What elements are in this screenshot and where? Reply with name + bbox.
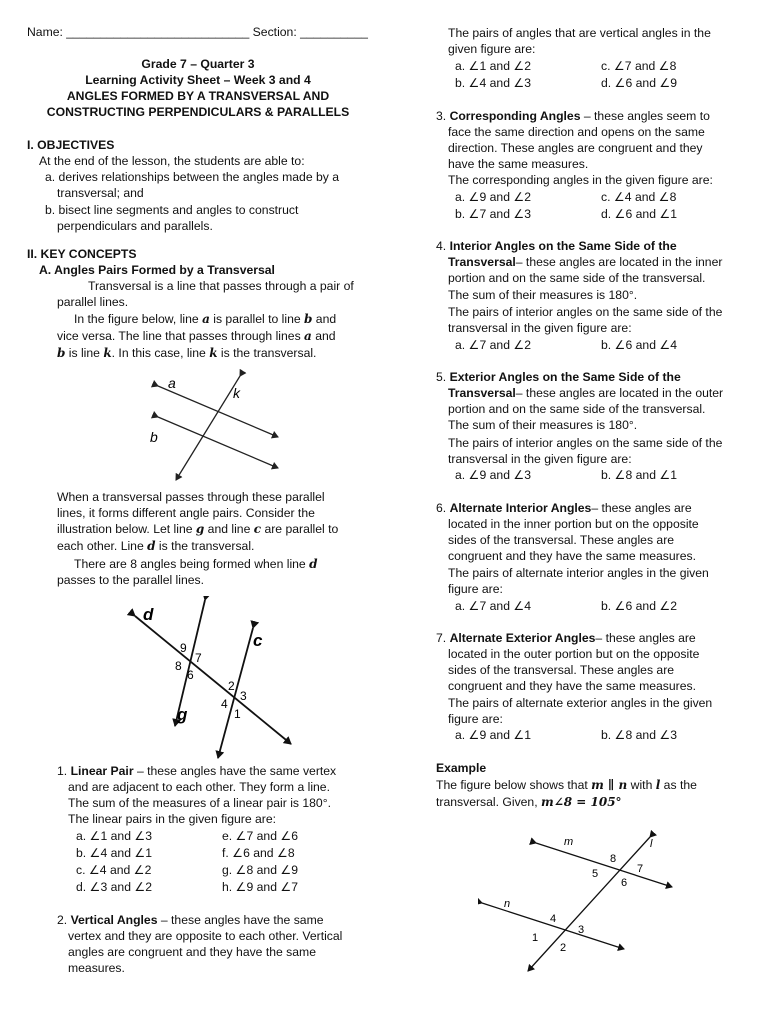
alt-interior-pair-a: a. ∠7 and ∠4 xyxy=(455,599,532,613)
angle-pairs-subheading: A. Angles Pairs Formed by a Transversal xyxy=(39,263,275,277)
line-c xyxy=(218,628,253,758)
title-topic-1: ANGLES FORMED BY A TRANSVERSAL AND xyxy=(66,89,330,103)
label-g: g xyxy=(177,705,188,724)
figure-desc-line2: vice versa. The line that passes through lines a and xyxy=(57,329,336,343)
interior-same-pair-a: a. ∠7 and ∠2 xyxy=(455,338,532,352)
label-m: m xyxy=(564,836,574,848)
eight-angles-line1: There are 8 angles being formed when line d xyxy=(74,557,318,571)
line-l xyxy=(528,837,650,971)
alt-interior-line3: sides of the transversal. These angles are xyxy=(448,533,675,547)
label-k: k xyxy=(233,385,240,401)
linear-pair-h: h. ∠9 and ∠7 xyxy=(222,880,299,894)
corresponding-line4: have the same measures. xyxy=(448,157,589,171)
linear-pair-line3: The sum of the measures of a linear pair is 180°. xyxy=(68,796,331,810)
vertical-angles-right-line1: The pairs of angles that are vertical angles in the xyxy=(448,26,711,40)
line-d xyxy=(135,616,291,744)
corresponding-pair-b: b. ∠7 and ∠3 xyxy=(455,207,532,221)
exterior-same-line5: The pairs of interior angles on the same side of the xyxy=(448,436,723,450)
alt-interior-pair-b: b. ∠6 and ∠2 xyxy=(601,599,678,613)
alt-exterior-line5: The pairs of alternate exterior angles in the given xyxy=(448,696,713,710)
alt-interior-line5: The pairs of alternate interior angles in the given xyxy=(448,566,709,580)
label-d: d xyxy=(143,605,154,624)
vertical-angles-right-line2: given figure are: xyxy=(448,42,536,56)
objectives-heading: I. OBJECTIVES xyxy=(27,138,115,152)
exterior-same-line2: Transversal– these angles are located in the outer xyxy=(448,386,724,400)
angle-label-2: 2 xyxy=(228,679,235,693)
vertical-pair-b: b. ∠4 and ∠3 xyxy=(455,76,532,90)
exterior-same-line4: The sum of their measures is 180°. xyxy=(448,418,638,432)
angle-label-2: 2 xyxy=(560,942,567,954)
title-topic-2: CONSTRUCTING PERPENDICULARS & PARALLELS xyxy=(46,105,350,119)
alt-exterior-line3: sides of the transversal. These angles are xyxy=(448,663,675,677)
key-concepts-heading: II. KEY CONCEPTS xyxy=(27,247,137,261)
name-section-field: Name: ___________________________ Section: __________ xyxy=(27,25,368,39)
linear-pair-e: e. ∠7 and ∠6 xyxy=(222,829,299,843)
label-c: c xyxy=(253,631,263,650)
angle-label-8: 8 xyxy=(610,853,617,865)
interior-same-line3: portion and on the same side of the transversal. xyxy=(448,271,706,285)
vertical-angles-line1: 2. Vertical Angles – these angles have the same xyxy=(57,913,324,927)
objective-b-line2: perpendiculars and parallels. xyxy=(57,219,213,233)
figure-transversal-k xyxy=(140,364,300,484)
eight-angles-line2: passes to the parallel lines. xyxy=(57,573,205,587)
angle-label-6: 6 xyxy=(621,877,628,889)
angle-label-5: 5 xyxy=(592,868,599,880)
angle-pairs-intro-line3: illustration below. Let line g and line c are parallel to xyxy=(57,522,339,536)
figure-desc-line3: b is line k. In this case, line k is the transversal. xyxy=(57,346,317,360)
alt-interior-line2: located in the inner portion but on the opposite xyxy=(448,517,699,531)
vertical-angles-line4: measures. xyxy=(68,961,125,975)
transversal-def-line1: Transversal is a line that passes through a pair of xyxy=(88,279,354,293)
label-n: n xyxy=(504,898,511,910)
line-b xyxy=(158,417,278,468)
linear-pair-f: f. ∠6 and ∠8 xyxy=(222,846,295,860)
linear-pair-g: g. ∠8 and ∠9 xyxy=(222,863,299,877)
interior-same-line1: 4. Interior Angles on the Same Side of the xyxy=(436,239,677,253)
corresponding-line2: face the same direction and opens on the same xyxy=(448,125,705,139)
angle-label-4: 4 xyxy=(221,697,228,711)
interior-same-line5: The pairs of interior angles on the same side of the xyxy=(448,305,723,319)
vertical-angles-line2: vertex and they are opposite to each other. Vertical xyxy=(68,929,343,943)
linear-pair-b: b. ∠4 and ∠1 xyxy=(76,846,153,860)
vertical-pair-c: c. ∠7 and ∠8 xyxy=(601,59,677,73)
angle-pairs-intro-line4: each other. Line d is the transversal. xyxy=(57,539,255,553)
interior-same-pair-b: b. ∠6 and ∠4 xyxy=(601,338,678,352)
alt-exterior-line4: congruent and they have the same measures. xyxy=(448,679,696,693)
title-grade: Grade 7 – Quarter 3 xyxy=(141,57,255,71)
alt-interior-line4: congruent and they have the same measures. xyxy=(448,549,696,563)
angle-label-8: 8 xyxy=(175,659,182,673)
vertical-angles-line3: angles are congruent and they have the same xyxy=(68,945,316,959)
figure-example-mnl xyxy=(478,825,678,975)
angle-pairs-intro-line1: When a transversal passes through these parallel xyxy=(57,490,325,504)
objective-b-line1: b. bisect line segments and angles to construct xyxy=(45,203,299,217)
alt-interior-line1: 6. Alternate Interior Angles– these angles are xyxy=(436,501,692,515)
example-heading: Example xyxy=(436,761,487,775)
objective-a-line2: transversal; and xyxy=(57,186,144,200)
angle-label-9: 9 xyxy=(180,641,187,655)
figure-transversal-d xyxy=(125,596,300,762)
linear-pair-line4: The linear pairs in the given figure are: xyxy=(68,812,276,826)
corresponding-line1: 3. Corresponding Angles – these angles seem to xyxy=(436,109,710,123)
linear-pair-line2: and are adjacent to each other. They form a line. xyxy=(68,780,330,794)
angle-label-7: 7 xyxy=(195,651,202,665)
label-l: l xyxy=(650,838,653,850)
exterior-same-pair-a: a. ∠9 and ∠3 xyxy=(455,468,532,482)
corresponding-line5: The corresponding angles in the given figure are: xyxy=(448,173,713,187)
angle-label-1: 1 xyxy=(234,707,241,721)
alt-exterior-line1: 7. Alternate Exterior Angles– these angles are xyxy=(436,631,696,645)
alt-interior-line6: figure are: xyxy=(448,582,503,596)
example-line2: transversal. Given, m∠8 = 105° xyxy=(436,795,622,809)
alt-exterior-line2: located in the outer portion but on the opposite xyxy=(448,647,700,661)
interior-same-line6: transversal in the given figure are: xyxy=(448,321,632,335)
corresponding-pair-a: a. ∠9 and ∠2 xyxy=(455,190,532,204)
label-a: a xyxy=(168,375,176,391)
interior-same-line2: Transversal– these angles are located in the inner xyxy=(448,255,723,269)
linear-pair-line1: 1. Linear Pair – these angles have the same vertex xyxy=(57,764,337,778)
angle-label-3: 3 xyxy=(578,924,585,936)
vertical-pair-d: d. ∠6 and ∠9 xyxy=(601,76,678,90)
exterior-same-line1: 5. Exterior Angles on the Same Side of the xyxy=(436,370,681,384)
angle-label-1: 1 xyxy=(532,932,539,944)
angle-label-3: 3 xyxy=(240,689,247,703)
linear-pair-a: a. ∠1 and ∠3 xyxy=(76,829,153,843)
vertical-pair-a: a. ∠1 and ∠2 xyxy=(455,59,532,73)
exterior-same-pair-b: b. ∠8 and ∠1 xyxy=(601,468,678,482)
line-k xyxy=(176,376,240,480)
objectives-intro: At the end of the lesson, the students are able to: xyxy=(39,154,305,168)
transversal-def-line2: parallel lines. xyxy=(57,295,129,309)
alt-exterior-line6: figure are: xyxy=(448,712,503,726)
interior-same-line4: The sum of their measures is 180°. xyxy=(448,288,638,302)
example-line1: The figure below shows that m ∥ n with l as the xyxy=(436,778,697,792)
angle-label-6: 6 xyxy=(187,668,194,682)
title-week: Learning Activity Sheet – Week 3 and 4 xyxy=(85,73,311,87)
linear-pair-d: d. ∠3 and ∠2 xyxy=(76,880,153,894)
corresponding-pair-c: c. ∠4 and ∠8 xyxy=(601,190,677,204)
angle-label-4: 4 xyxy=(550,913,557,925)
label-b: b xyxy=(150,429,158,445)
angle-label-7: 7 xyxy=(637,863,644,875)
exterior-same-line3: portion and on the same side of the transversal. xyxy=(448,402,706,416)
alt-exterior-pair-a: a. ∠9 and ∠1 xyxy=(455,728,532,742)
corresponding-line3: direction. These angles are congruent and they xyxy=(448,141,703,155)
alt-exterior-pair-b: b. ∠8 and ∠3 xyxy=(601,728,678,742)
corresponding-pair-d: d. ∠6 and ∠1 xyxy=(601,207,678,221)
angle-pairs-intro-line2: lines, it forms different angle pairs. Consider the xyxy=(57,506,315,520)
figure-desc-line1: In the figure below, line a is parallel to line b and xyxy=(74,312,337,326)
linear-pair-c: c. ∠4 and ∠2 xyxy=(76,863,152,877)
objective-a-line1: a. derives relationships between the angles made by a xyxy=(45,170,340,184)
exterior-same-line6: transversal in the given figure are: xyxy=(448,452,632,466)
